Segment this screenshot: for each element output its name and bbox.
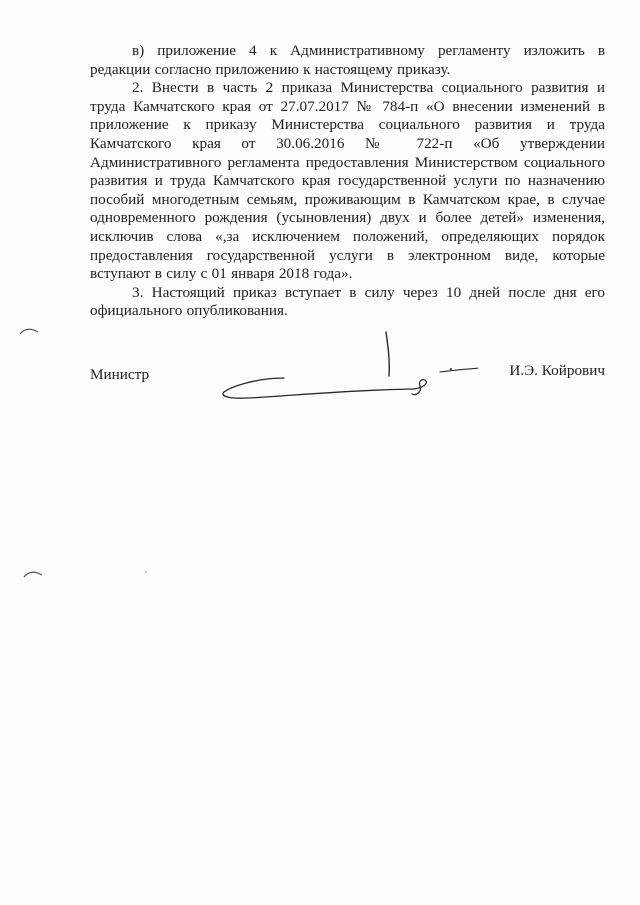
- paragraph-item-2: 2. Внести в часть 2 приказа Министерства социального развития и труда Камчатского края от 27.07.2017 № 784-п «О внесении изменений в приложение к приказу Министерства социального развития и труда Камчатского края от 30.06.2016 № 722-п «Об утверждении Административного регламента предоставления Министерством социального развития и труда Камчатского края государственной услуги по назначению пособий многодетным семьям, проживающим в Камчатском крае, в случае одновременного рождения (усыновления) двух и более детей» изменения, исключив слова «,за исключением положений, определяющих порядок предоставления государственной услуги в электронном виде, которые вступают в силу с 01 января 2018 года».: [90, 79, 605, 283]
- margin-scan-mark-upper: [18, 326, 40, 336]
- document-body: [90, 42, 605, 321]
- scan-dust-dot: [144, 570, 148, 574]
- signature-block: [90, 362, 605, 412]
- paragraph-item-v: в) приложение 4 к Административному регламенту изложить в редакции согласно приложению к настоящему приказу.: [90, 42, 605, 78]
- signatory-name: И.Э. Койрович: [509, 362, 605, 379]
- paragraph-item-3: 3. Настоящий приказ вступает в силу через 10 дней после дня его официального опубликования.: [90, 283, 605, 320]
- signatory-title: Министр: [90, 366, 150, 383]
- margin-scan-mark-lower: [22, 569, 44, 579]
- handwritten-signature: [218, 326, 478, 416]
